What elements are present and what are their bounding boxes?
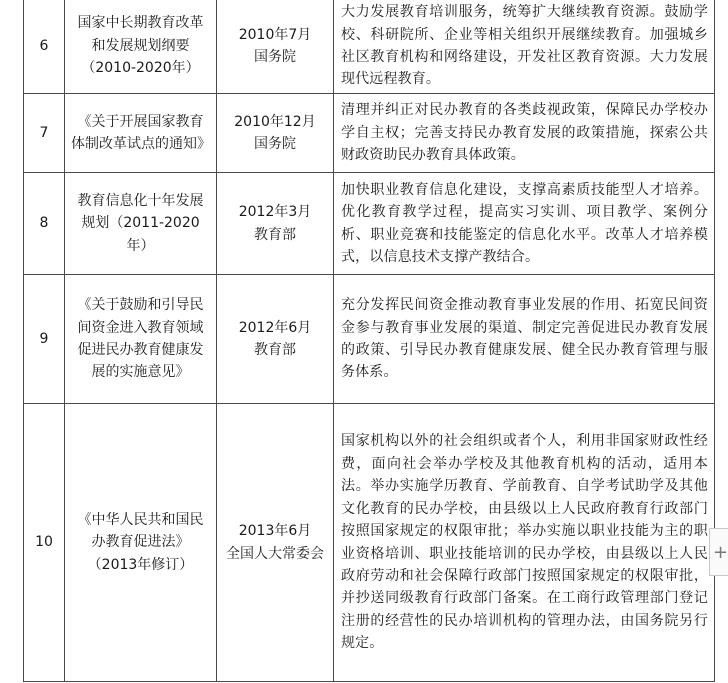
issuer: 全国人大常委会	[226, 545, 324, 562]
policy-name: 《关于鼓励和引导民间资金进入教育领域促进民办教育健康发展的实施意见》	[65, 275, 217, 404]
policy-content: 加快职业教育信息化建设，支撑高素质技能型人才培养。优化教育教学过程，提高实习实训、项目教学、案例分析、职业竞赛和技能鉴定的信息化水平。改革人才培养模式，以信息技术支撑产教结合。	[334, 173, 715, 275]
policy-table	[23, 0, 715, 682]
table-row	[24, 94, 715, 173]
issuer: 教育部	[254, 226, 296, 243]
issue-info	[217, 0, 334, 94]
policy-content: 充分发挥民间资金推动教育事业发展的作用、拓宽民间资金参与教育事业发展的渠道、制定完善促进民办教育发展的政策、引导民办教育健康发展、健全民办教育管理与服务体系。	[334, 275, 715, 404]
row-number: 6	[24, 0, 65, 94]
issue-info	[217, 94, 334, 173]
issue-info	[217, 404, 334, 682]
row-number: 8	[24, 173, 65, 275]
issue-date: 2013年6月	[238, 523, 312, 540]
issue-date: 2012年6月	[238, 319, 312, 336]
policy-name: 《关于开展国家教育体制改革试点的通知》	[65, 94, 217, 173]
table-row	[24, 404, 715, 682]
table-row	[24, 0, 715, 94]
issuer: 国务院	[254, 136, 296, 152]
issue-date: 2010年12月	[234, 113, 316, 130]
policy-name: 《中华人民共和国民办教育促进法》（2013年修订）	[65, 404, 217, 682]
row-number: 7	[24, 94, 65, 173]
issue-info	[217, 173, 334, 275]
plus-icon: +	[712, 542, 728, 563]
row-number: 9	[24, 275, 65, 404]
policy-content: 国家机构以外的社会组织或者个人，利用非国家财政性经费，面向社会举办学校及其他教育机构的活动，适用本法。举办实施学历教育、学前教育、自学考试助学及其他文化教育的民办学校，由县级以上人民政府教育行政部门按照国家规定的权限审批；举办实施以职业技能为主的职业资格培训、职业技能培训的民办学校，由县级以上人民政府劳动和社会保障行政部门按照国家规定的权限审批，并抄送同级教育行政部门备案。在工商行政管理部门登记注册的经营性的民办培训机构的管理办法，由国务院另行规定。	[334, 404, 715, 682]
issue-date: 2012年3月	[238, 204, 312, 221]
issue-date: 2010年7月	[238, 26, 312, 43]
issue-info	[217, 275, 334, 404]
policy-content: 清理并纠正对民办教育的各类歧视政策，保障民办学校办学自主权；完善支持民办教育发展的政策措施，探索公共财政资助民办教育具体政策。	[334, 94, 715, 173]
table-row	[24, 275, 715, 404]
policy-name: 国家中长期教育改革和发展规划纲要（2010-2020年）	[65, 0, 217, 94]
policy-content: 大力发展教育培训服务，统筹扩大继续教育资源。鼓励学校、科研院所、企业等相关组织开展继续教育。加强城乡社区教育机构和网络建设，开发社区教育资源。大力发展现代远程教育。	[334, 0, 715, 94]
table-row	[24, 173, 715, 275]
add-row-button[interactable]	[709, 528, 728, 576]
policy-name: 教育信息化十年发展规划（2011-2020年）	[65, 173, 217, 275]
issuer: 教育部	[254, 342, 296, 358]
issuer: 国务院	[254, 49, 296, 65]
row-number: 10	[24, 404, 65, 682]
